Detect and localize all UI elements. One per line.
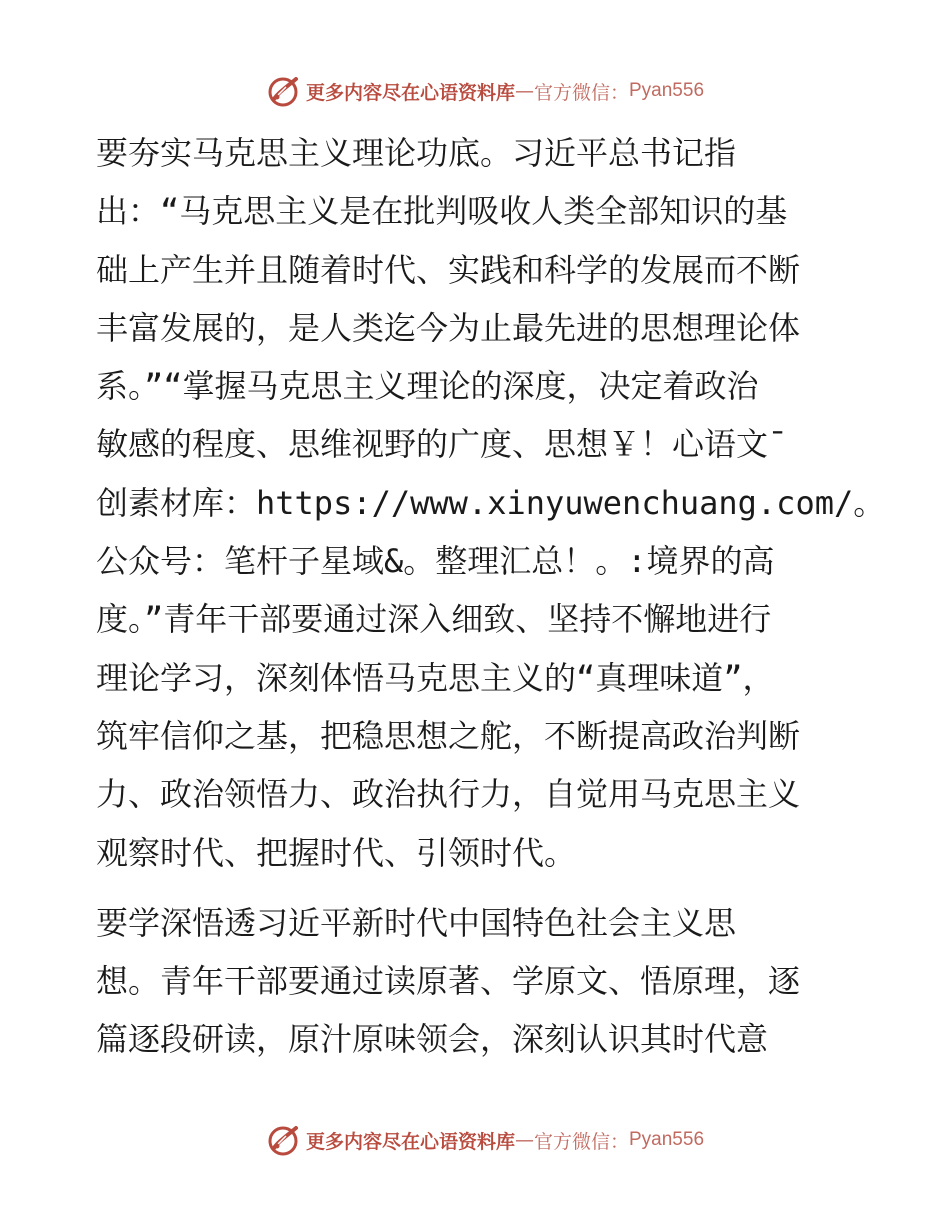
text-line: 公众号：笔杆子星域&。整理汇总！。:境界的高 <box>96 542 775 581</box>
watermark-row <box>266 1122 704 1158</box>
watermark-dash: — <box>514 1129 534 1151</box>
watermark-wechat-label: 官方微信： <box>533 81 629 104</box>
text-line: 筑牢信仰之基，把稳思想之舵，不断提高政治判断 <box>96 716 801 755</box>
watermark-wechat-label: 官方微信： <box>533 1130 629 1153</box>
text-line: 敏感的程度、思维视野的广度、思想￥！心语文¯ <box>96 425 788 464</box>
footer-watermark <box>0 1120 950 1160</box>
text-line: 想。青年干部要通过读原著、学原文、悟原理，逐 <box>96 962 801 1001</box>
text-line: 要夯实马克思主义理论功底。习近平总书记指 <box>96 134 737 172</box>
text-line: 观察时代、把握时代、引领时代。 <box>96 833 577 872</box>
watermark-main-text: 更多内容尽在心语资料库 <box>305 1130 515 1153</box>
text-line: 篇逐段研读，原汁原味领会，深刻认识其时代意 <box>96 1020 769 1059</box>
paragraph-2 <box>96 894 856 1069</box>
brush-pen-logo-icon <box>266 73 302 109</box>
watermark-main-text: 更多内容尽在心语资料库 <box>305 81 515 104</box>
document-body <box>96 124 886 1069</box>
text-line: 丰富发展的，是人类迄今为止最先进的思想理论体 <box>96 308 801 347</box>
watermark-dash: — <box>514 80 534 102</box>
text-line: 出：“马克思主义是在批判吸收人类全部知识的基 <box>96 192 788 231</box>
watermark-wechat-id: Pyan556 <box>629 80 705 101</box>
text-line: 系。”“掌握马克思主义理论的深度，决定着政治 <box>96 367 759 406</box>
text-line: 要学深悟透习近平新时代中国特色社会主义思 <box>96 903 737 942</box>
text-line: 创素材库：https://www.xinyuwenchuang.com/。 <box>96 483 886 522</box>
text-line: 力、政治领悟力、政治执行力，自觉用马克思主义 <box>96 775 801 814</box>
text-line: 理论学习，深刻体悟马克思主义的“真理味道”， <box>96 658 775 697</box>
text-line: 度。”青年干部要通过深入细致、坚持不懈地进行 <box>96 600 772 639</box>
watermark-row <box>266 73 704 109</box>
watermark-wechat-id: Pyan556 <box>629 1129 705 1150</box>
brush-pen-logo-icon <box>266 1122 302 1158</box>
header-watermark <box>0 71 950 111</box>
paragraph-1 <box>96 124 886 882</box>
text-line: 础上产生并且随着时代、实践和科学的发展而不断 <box>96 250 801 289</box>
